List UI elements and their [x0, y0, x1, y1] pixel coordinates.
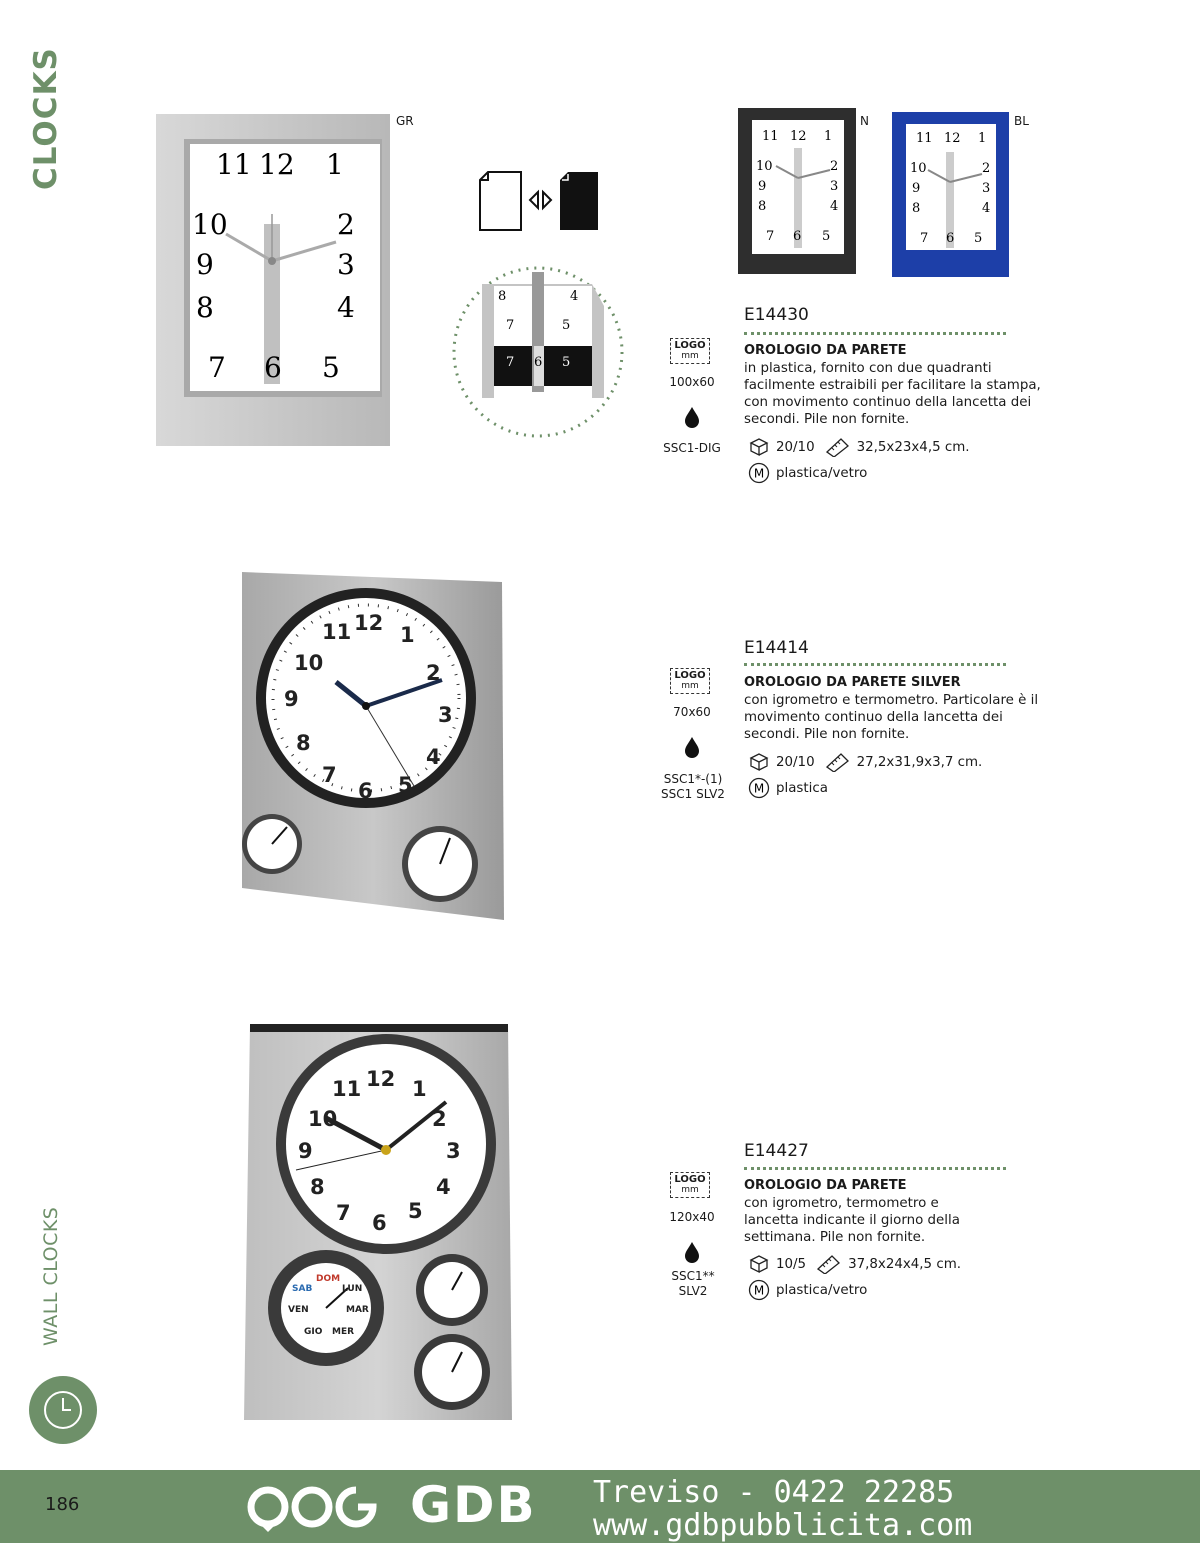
- blue-num-11: 11: [916, 131, 933, 146]
- logo-label: LOGO: [674, 670, 706, 681]
- brand-logo-icon: [246, 1482, 406, 1536]
- material-value: plastica/vetro: [776, 1282, 868, 1298]
- black-num-9: 9: [758, 179, 767, 194]
- silver-num-5: 5: [398, 773, 413, 797]
- p3-num-5: 5: [408, 1199, 423, 1223]
- p3-num-3: 3: [446, 1139, 461, 1163]
- silver-num-7: 7: [322, 763, 337, 787]
- size-value: 32,5x23x4,5 cm.: [856, 439, 970, 455]
- logo-unit: mm: [681, 1185, 699, 1195]
- product-image-e14427: [236, 1020, 512, 1422]
- logo-size: 100x60: [669, 375, 715, 389]
- material-value: plastica: [776, 780, 828, 796]
- section-label: CLOCKS: [28, 47, 64, 190]
- dial-num-5: 5: [322, 351, 340, 384]
- box-icon: [748, 1254, 770, 1274]
- variant-label-bl: BL: [1014, 114, 1029, 128]
- p3-num-8: 8: [310, 1175, 325, 1199]
- blue-num-3: 3: [982, 181, 991, 196]
- variant-image-black: [738, 108, 856, 274]
- logo-unit: mm: [681, 351, 699, 361]
- black-num-5: 5: [822, 229, 831, 244]
- blue-num-8: 8: [912, 201, 921, 216]
- black-num-11: 11: [762, 129, 779, 144]
- category-title: [40, 1200, 80, 1350]
- p3-num-4: 4: [436, 1175, 451, 1199]
- product-description: con igrometro, termometro e lancetta indicante il giorno della settimana. Pile non fornite.: [744, 1196, 960, 1245]
- box-icon: [748, 437, 770, 457]
- p3-num-6: 6: [372, 1211, 387, 1235]
- category-label: WALL CLOCKS: [40, 1206, 62, 1346]
- logo-size: 70x60: [673, 705, 711, 719]
- zoom-num-4: 4: [570, 289, 579, 304]
- section-title: [28, 47, 88, 190]
- footer: [0, 1470, 1200, 1543]
- day-mer: MER: [332, 1327, 355, 1337]
- material-symbol: M: [753, 781, 765, 796]
- day-lun: LUN: [342, 1284, 363, 1294]
- box-icon: [748, 752, 770, 772]
- zoom-num-6: 6: [534, 355, 543, 370]
- detail-zoom-image: [452, 266, 624, 438]
- dial-num-12: 12: [259, 148, 295, 181]
- packing-value: 20/10: [776, 754, 815, 770]
- dial-num-8: 8: [196, 291, 214, 324]
- zoom-num-8: 8: [498, 289, 507, 304]
- page-number: 186: [45, 1494, 80, 1515]
- black-num-3: 3: [830, 179, 839, 194]
- blue-num-4: 4: [982, 201, 991, 216]
- black-num-7: 7: [766, 229, 775, 244]
- black-num-12: 12: [790, 129, 807, 144]
- blue-num-6: 6: [946, 231, 955, 246]
- print-method: SSC1-DIG: [663, 441, 721, 455]
- black-num-8: 8: [758, 199, 767, 214]
- logo-label: LOGO: [674, 340, 706, 351]
- ink-drop-icon: [682, 735, 702, 763]
- brand-name: GDB: [410, 1476, 537, 1534]
- material-info: [748, 777, 828, 799]
- material-symbol: M: [753, 466, 765, 481]
- packing-value: 10/5: [776, 1256, 807, 1272]
- blue-num-9: 9: [912, 181, 921, 196]
- logo-size: 120x40: [669, 1210, 715, 1224]
- day-mar: MAR: [346, 1305, 369, 1315]
- ruler-icon: [816, 1254, 842, 1274]
- material-info: [748, 1279, 867, 1301]
- product-title: OROLOGIO DA PARETE: [744, 1178, 907, 1193]
- product-image-e14430: [156, 114, 390, 446]
- day-dom: DOM: [316, 1274, 341, 1284]
- logo-spec-1: [668, 338, 716, 364]
- divider: [744, 332, 1006, 335]
- black-num-1: 1: [824, 129, 833, 144]
- p3-num-1: 1: [412, 1077, 427, 1101]
- clock-icon: [29, 1376, 97, 1444]
- day-ven: VEN: [288, 1305, 309, 1315]
- variant-label-n: N: [860, 114, 869, 128]
- p3-num-10: 10: [308, 1107, 338, 1131]
- dial-num-2: 2: [337, 208, 355, 241]
- dial-num-1: 1: [326, 148, 344, 181]
- material-symbol: M: [753, 1283, 765, 1298]
- day-gio: GIO: [304, 1327, 323, 1337]
- blue-num-1: 1: [978, 131, 987, 146]
- material-value: plastica/vetro: [776, 465, 868, 481]
- variant-label-gr: GR: [396, 114, 414, 128]
- ink-drop-icon: [682, 1240, 702, 1268]
- product-code: E14414: [744, 638, 809, 658]
- product-image-e14414: [242, 572, 506, 922]
- blue-num-5: 5: [974, 231, 983, 246]
- silver-num-4: 4: [426, 745, 441, 769]
- product-title: OROLOGIO DA PARETE SILVER: [744, 675, 961, 690]
- dial-num-10: 10: [192, 208, 228, 241]
- zoom-num-7: 7: [506, 318, 515, 333]
- blue-num-7: 7: [920, 231, 929, 246]
- dial-num-7: 7: [208, 351, 226, 384]
- black-num-10: 10: [756, 159, 773, 174]
- packing-info: [748, 1254, 961, 1274]
- p3-num-2: 2: [432, 1107, 447, 1131]
- silver-num-9: 9: [284, 687, 299, 711]
- ink-drop-icon: [682, 405, 702, 433]
- silver-num-2: 2: [426, 661, 441, 685]
- contact-info: [593, 1476, 972, 1542]
- logo-label: LOGO: [674, 1174, 706, 1185]
- logo-box: [670, 338, 710, 364]
- print-method: SSC1*-(1) SSC1 SLV2: [661, 772, 725, 801]
- divider: [744, 663, 1006, 666]
- silver-num-12: 12: [354, 611, 384, 635]
- ruler-icon: [825, 752, 851, 772]
- logo-unit: mm: [681, 681, 699, 691]
- blue-num-2: 2: [982, 161, 991, 176]
- website-link[interactable]: www.gdbpubblicita.com: [593, 1508, 973, 1543]
- size-value: 37,8x24x4,5 cm.: [848, 1256, 961, 1272]
- product-title: OROLOGIO DA PARETE: [744, 343, 907, 358]
- divider: [744, 1167, 1006, 1170]
- p3-num-12: 12: [366, 1067, 396, 1091]
- p3-num-11: 11: [332, 1077, 362, 1101]
- product-code: E14430: [744, 305, 809, 325]
- silver-num-6: 6: [358, 779, 373, 803]
- blue-num-12: 12: [944, 131, 961, 146]
- p3-num-7: 7: [336, 1201, 351, 1225]
- phone: Treviso - 0422 22285: [593, 1475, 955, 1510]
- ruler-icon: [825, 437, 851, 457]
- silver-num-8: 8: [296, 731, 311, 755]
- size-value: 27,2x31,9x3,7 cm.: [856, 754, 983, 770]
- dial-num-4: 4: [337, 291, 355, 324]
- zoom-num-5: 5: [562, 318, 571, 333]
- material-icon: [748, 777, 770, 799]
- black-num-4: 4: [830, 199, 839, 214]
- zoom-num-7b: 7: [506, 355, 515, 370]
- black-num-2: 2: [830, 159, 839, 174]
- packing-info: [748, 437, 970, 457]
- material-icon: [748, 1279, 770, 1301]
- variant-image-blue: [892, 112, 1009, 277]
- black-num-6: 6: [793, 229, 802, 244]
- dial-num-6: 6: [264, 351, 282, 384]
- logo-box: [670, 668, 710, 694]
- product-description: con igrometro e termometro. Particolare è il movimento continuo della lancetta dei secondi. Pile non fornite.: [744, 693, 1039, 742]
- packing-value: 20/10: [776, 439, 815, 455]
- logo-spec-3: [668, 1172, 716, 1198]
- day-sab: SAB: [292, 1284, 313, 1294]
- print-method: SSC1** SLV2: [671, 1269, 715, 1298]
- logo-spec-2: [668, 668, 716, 694]
- dial-num-9: 9: [196, 248, 214, 281]
- dial-num-3: 3: [337, 248, 355, 281]
- dial-num-11: 11: [216, 148, 252, 181]
- silver-num-10: 10: [294, 651, 324, 675]
- zoom-num-5b: 5: [562, 355, 571, 370]
- packing-info: [748, 752, 982, 772]
- product-description: in plastica, fornito con due quadranti facilmente estraibili per facilitare la stampa, con movimento continuo della lancetta dei secondi. Pile non fornite.: [744, 361, 1041, 427]
- material-icon: [748, 462, 770, 484]
- product-code: E14427: [744, 1141, 809, 1161]
- p3-num-9: 9: [298, 1139, 313, 1163]
- silver-num-11: 11: [322, 620, 352, 644]
- silver-num-3: 3: [438, 703, 453, 727]
- silver-num-1: 1: [400, 623, 415, 647]
- logo-box: [670, 1172, 710, 1198]
- blue-num-10: 10: [910, 161, 927, 176]
- material-info: [748, 462, 867, 484]
- swap-dial-icon: [478, 170, 600, 232]
